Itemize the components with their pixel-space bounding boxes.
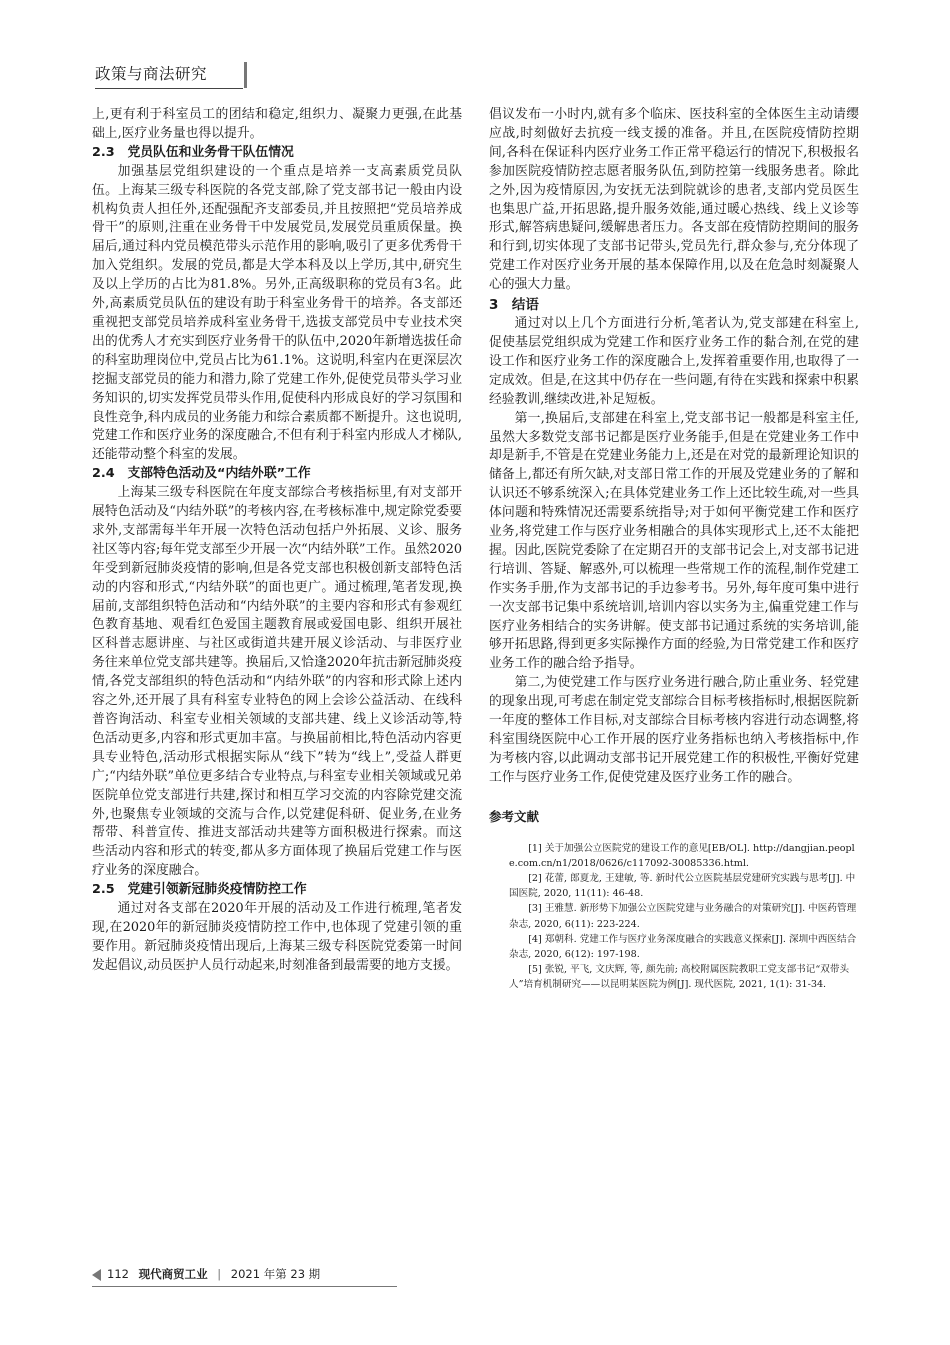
footer-rule	[92, 1286, 397, 1287]
footer-separator: |	[217, 1267, 222, 1281]
paragraph: 倡议发布一小时内,就有多个临床、医技科室的全体医生主动请缨应战,时刻做好去抗疫一线支援的准备。并且,在医院疫情防控期间,各科在保证科内医疗业务工作正常平稳运行的情况下,积极报名参加医院疫情防控志愿者服务队伍,到防控第一线服务患者。除此之外,因为疫情原因,为安抚无法到院就诊的患者,支部内党员医生也集思广益,开拓思路,提升服务效能,通过暖心热线、线上义诊等形式,解答病患疑问,缓解患者压力。各支部在疫情防控期间的服务和行到,切实体现了支部书记带头,党员先行,群众参与,充分体现了党建工作对医疗业务开展的基本保障作用,以及在危急时刻凝聚人心的强大力量。	[489, 107, 859, 293]
paragraph: 加强基层党组织建设的一个重点是培养一支高素质党员队伍。上海某三级专科医院的各党支部,除了党支部书记一般由内设机构负责人担任外,还配强配齐支部委员,并且按照把“党员培养成骨干”的原则,注重在业务骨干中发展党员,发展党员重质保量。换届后,通过科内党员模范带头示范作用的影响,吸引了更多优秀骨干加入党组织。发展的党员,都是大学本科及以上学历,其中,研究生及以上学历的占比为81.8%。另外,正高级职称的党员有3名。此外,高素质党员队伍的建设有助于科室业务骨干的培养。各支部还重视把支部党员培养成科室业务骨干,选拔支部党员中专业技术突出的优秀人才充实到医疗业务骨干的队伍中,2020年新增选拔任命的科室助理岗位中,党员占比为61.1%。这说明,科室内在更深层次挖掘支部党员的能力和潜力,除了党建工作外,促使党员带头学习业务知识的,切实发挥党员带头作用,促使科内形成良好的学习氛围和良性竞争,科内成员的业务能力和综合素质都不断提升。这也说明,党建工作和医疗业务的深度融合,不但有利于科室内形成人才梯队,还能带动整个科室的发展。	[92, 163, 462, 463]
paragraph: 上海某三级专科医院在年度支部综合考核指标里,有对支部开展特色活动及“内结外联”的考核内容,在考核标准中,规定除党委要求外,支部需每半年开展一次特色活动包括户外拓展、义诊、服务社区等内容;每年党支部至少开展一次“内结外联”工作。虽然2020年受到新冠肺炎疫情的影响,但是各党支部也积极创新支部特色活动的内容和形式,“内结外联”的面也更广。通过梳理,笔者发现,换届前,支部组织特色活动和“内结外联”的主要内容和形式有参观红色教育基地、观看红色爱国主题教育展或爱国电影、组织开展社区科普志愿讲座、与社区或街道共建开展义诊活动、与非医疗业务往来单位党支部共建等。换届后,又恰逢2020年抗击新冠肺炎疫情,各党支部组织的特色活动和“内结外联”的内容和形式除上述内容之外,还开展了具有科室专业特色的网上会诊公益活动、在线科普咨询活动、科室专业相关领域的支部共建、线上义诊活动等,特色活动更多,内容和形式更加丰富。与换届前相比,特色活动内容更具专业特色,活动形式根据实际从“线下”转为“线上”,受益人群更广;“内结外联”单位更多结合专业特点,与科室专业相关领域或兄弟医院单位党支部进行共建,探讨和相互学习交流的内容除党建交流外,也聚焦专业领域的交流与合作,以党建促科研、促业务,在业务帮带、科普宣传、推进支部活动共建等方面积极进行探索。而这些活动内容和形式的转变,都从多方面体现了换届后党建工作与医疗业务的深度融合。	[92, 485, 462, 879]
paragraph: 通过对各支部在2020年开展的活动及工作进行梳理,笔者发现,在2020年的新冠肺炎疫情防控工作中,也体现了党建引领的重要作用。新冠肺炎疫情出现后,上海某三级专科医院党委第一时间发起倡议,动员医护人员行动起来,时刻准备到最需要的地方支援。	[92, 901, 462, 973]
reference-item: [3] 王雅慧. 新形势下加强公立医院党建与业务融合的对策研究[J]. 中医药管理杂志, 2020, 6(11): 223-224.	[509, 903, 857, 930]
right-column	[489, 106, 859, 993]
section-heading-3: 3 结语	[489, 297, 539, 314]
paragraph: 上,更有利于科室员工的团结和稳定,组织力、凝聚力更强,在此基础上,医疗业务量也得以提升。	[92, 107, 462, 141]
page-arrow-icon	[92, 1269, 101, 1281]
journal-section-title: 政策与商法研究	[95, 65, 208, 83]
reference-item: [4] 郑朝科. 党建工作与医疗业务深度融合的实践意义探索[J]. 深圳中西医结合杂志, 2020, 6(12): 197-198.	[509, 933, 857, 961]
header-divider	[244, 62, 247, 88]
running-footer	[92, 1266, 320, 1286]
reference-item: [5] 张锐, 平飞, 文庆辉, 等, 颜先前; 高校附属医院教职工党支部书记“双带头人”培育机制研究——以昆明某医院为例[J]. 现代医院, 2021, 1(1): 31-34.	[509, 964, 850, 991]
page-number: 112	[107, 1267, 129, 1281]
section-heading-2-4: 2.4 支部特色活动及“内结外联”工作	[92, 466, 311, 482]
paragraph: 第二,为使党建工作与医疗业务进行融合,防止重业务、轻党建的现象出现,可考虑在制定党支部综合目标考核指标时,根据医院新一年度的整体工作目标,对支部综合目标考核内容进行动态调整,将科室围绕医院中心工作开展的医疗业务指标也纳入考核指标中,作为考核内容,以此调动支部书记开展党建工作的积极性,平衡好党建工作与医疗业务工作,促使党建及医疗业务工作的融合。	[489, 675, 859, 785]
paragraph: 通过对以上几个方面进行分析,笔者认为,党支部建在科室上,促使基层党组织成为党建工作和医疗业务工作的黏合剂,在党的建设工作和医疗业务工作的深度融合上,发挥着重要作用,也取得了一定成效。但是,在这其中仍存在一些问题,有待在实践和探索中积累经验教训,继续改进,补足短板。	[489, 316, 859, 407]
header-rule	[95, 88, 243, 89]
reference-item: [2] 花蕾, 郎夏龙, 王建敏, 等. 新时代公立医院基层党建研究实践与思考[J]. 中国医院, 2020, 11(11): 46-48.	[509, 873, 856, 900]
footer-issue: 2021 年第 23 期	[230, 1267, 321, 1281]
references-title: 参考文献	[489, 808, 540, 824]
running-header	[95, 62, 245, 96]
section-heading-2-3: 2.3 党员队伍和业务骨干队伍情况	[92, 144, 294, 160]
reference-item: [1] 关于加强公立医院党的建设工作的意见[EB/OL]. http://dangjian.people.com.cn/n1/2018/0626/c117092-30085336.html.	[509, 842, 855, 869]
paragraph: 第一,换届后,支部建在科室上,党支部书记一般都是科室主任,虽然大多数党支部书记都是医疗业务能手,但是在党建业务工作中却是新手,不管是在党建业务能力上,还是在对党的最新理论知识的储备上,都还有所欠缺,对支部日常工作的开展及党建业务的了解和认识还不够系统深入;在具体党建业务工作上还比较生疏,对一些具体问题和特殊情况还需要系统指导;对于如何平衡党建工作和医疗业务,将党建工作与医疗业务相融合的具体实现形式上,还不太能把握。因此,医院党委除了在定期召开的支部书记会上,对支部书记进行培训、答疑、解惑外,可以梳理一些常规工作的流程,制作党建工作实务手册,作为支部书记的手边参考书。另外,每年度可集中进行一次支部书记集中系统培训,培训内容以实务为主,偏重党建工作与医疗业务相结合的实务讲解。使支部书记通过系统的实务培训,能够开拓思路,得到更多实际操作方面的经验,为日常党建工作和医疗业务工作的融合给予指导。	[489, 410, 859, 672]
footer-journal: 现代商贸工业	[138, 1267, 208, 1281]
references-list	[489, 841, 859, 993]
left-column	[92, 106, 462, 976]
section-heading-2-5: 2.5 党建引领新冠肺炎疫情防控工作	[92, 882, 307, 898]
